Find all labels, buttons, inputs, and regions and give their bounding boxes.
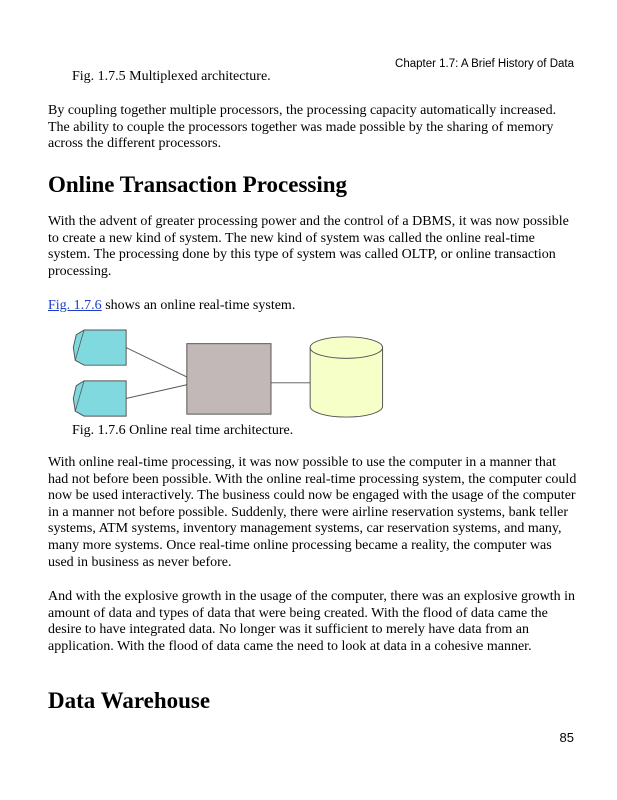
figure-link[interactable]: Fig. 1.7.6 [48, 298, 102, 313]
section-heading-data-warehouse: Data Warehouse [48, 688, 211, 713]
page-number: 85 [559, 730, 574, 745]
connector-line [126, 385, 187, 399]
connector-line [126, 348, 187, 377]
figure-caption-1-7-5: Fig. 1.7.5 Multiplexed architecture. [72, 69, 271, 84]
processor-box [187, 344, 271, 414]
section-heading-oltp: Online Transaction Processing [48, 172, 348, 197]
database-cylinder-icon [310, 337, 382, 417]
figure-reference-text: shows an online real-time system. [101, 298, 296, 313]
paragraph-data-growth: And with the explosive growth in the usage of the computer, there was an explosive growth in amount of data and types of data that were being created. With the flood of data came the desire to have integrated data. No longer was it sufficient to merely have data from an application. With the flood of data came the need to look at data in a cohesive manner. [48, 589, 576, 654]
terminal-icon [73, 381, 126, 416]
paragraph-online-processing: With online real-time processing, it was now possible to use the computer in a manner that had not before been possible. With the online real-time processing system, the computer could now be used interactively. The business could now be engaged with the usage of the computer in a manner not before possible. Suddenly, there were airline reservation systems, bank teller systems, ATM systems, inventory management systems, car reservation systems, and many, many more systems. Once real-time online processing became a reality, the computer was used in business as never before. [48, 455, 577, 570]
online-real-time-diagram [60, 328, 390, 420]
paragraph-figure-reference [48, 298, 578, 315]
paragraph-oltp-intro: With the advent of greater processing power and the control of a DBMS, it was now possible to create a new kind of system. The new kind of system was called the online real-time system. The processing done by this type of system was called OLTP, or online transaction processing. [48, 214, 569, 279]
running-header: Chapter 1.7: A Brief History of Data [395, 58, 574, 70]
terminal-icon [73, 330, 126, 365]
figure-caption-1-7-6: Fig. 1.7.6 Online real time architecture. [72, 423, 294, 438]
paragraph-multiprocessor: By coupling together multiple processors, the processing capacity automatically increased. The ability to couple the processors together was made possible by the sharing of memory across the different processors. [48, 103, 557, 152]
